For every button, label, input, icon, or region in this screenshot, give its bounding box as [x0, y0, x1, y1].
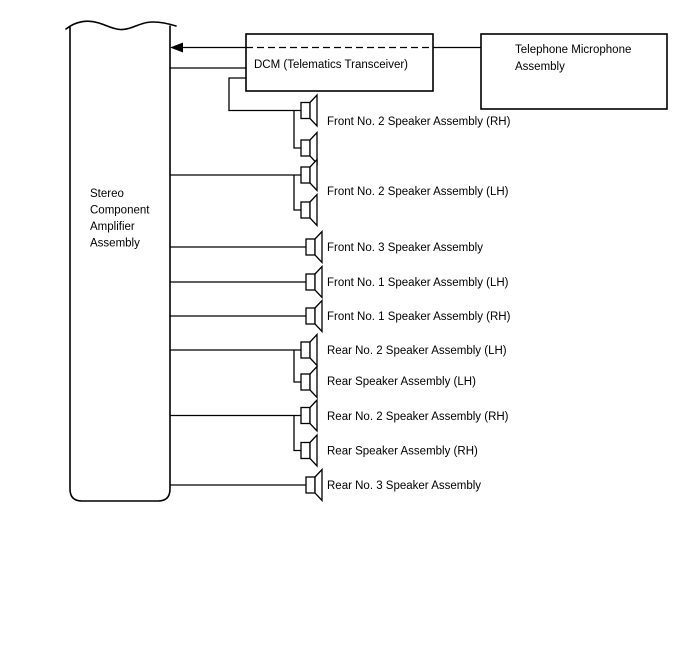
amplifier-label-line: Component [90, 204, 150, 217]
speaker-icon [306, 232, 322, 263]
speaker-icon [301, 133, 317, 164]
speaker-label: Front No. 2 Speaker Assembly (LH) [327, 186, 509, 198]
speaker-icon [301, 195, 317, 226]
speaker-label: Front No. 1 Speaker Assembly (LH) [327, 277, 509, 289]
speaker-icon [301, 335, 317, 366]
speaker-icon [301, 160, 317, 191]
speaker-label: Rear No. 2 Speaker Assembly (RH) [327, 411, 509, 423]
speaker-icon [301, 435, 317, 466]
speaker-label: Rear Speaker Assembly (RH) [327, 445, 478, 458]
amplifier-label-line: Assembly [90, 237, 140, 250]
amplifier-label-line: Amplifier [90, 221, 135, 233]
speaker-icon [306, 470, 322, 501]
telephone-mic-label-line: Telephone Microphone [515, 44, 632, 56]
amplifier-label-line: Stereo [90, 188, 124, 200]
speaker-label: Rear No. 2 Speaker Assembly (LH) [327, 345, 507, 357]
pair-bracket [294, 175, 301, 210]
speaker-label: Front No. 2 Speaker Assembly (RH) [327, 116, 511, 128]
speaker-label: Front No. 1 Speaker Assembly (RH) [327, 311, 511, 323]
telephone-mic-label-line: Assembly [515, 61, 565, 73]
speaker-label: Front No. 3 Speaker Assembly [327, 242, 483, 254]
pair-bracket [294, 416, 301, 451]
speaker-icon [301, 367, 317, 398]
speaker-label: Rear Speaker Assembly (LH) [327, 376, 476, 388]
pair-bracket [294, 350, 301, 382]
arrow-left-icon [170, 43, 183, 53]
dcm-label: DCM (Telematics Transceiver) [254, 59, 408, 71]
pair-bracket [294, 111, 301, 149]
speaker-icon [301, 95, 317, 126]
speaker-icon [306, 301, 322, 332]
speaker-icon [301, 400, 317, 431]
speaker-icon [306, 267, 322, 298]
telephone-microphone-box [481, 34, 667, 109]
stereo-amplifier-box [66, 21, 176, 501]
speaker-label: Rear No. 3 Speaker Assembly [327, 480, 482, 492]
